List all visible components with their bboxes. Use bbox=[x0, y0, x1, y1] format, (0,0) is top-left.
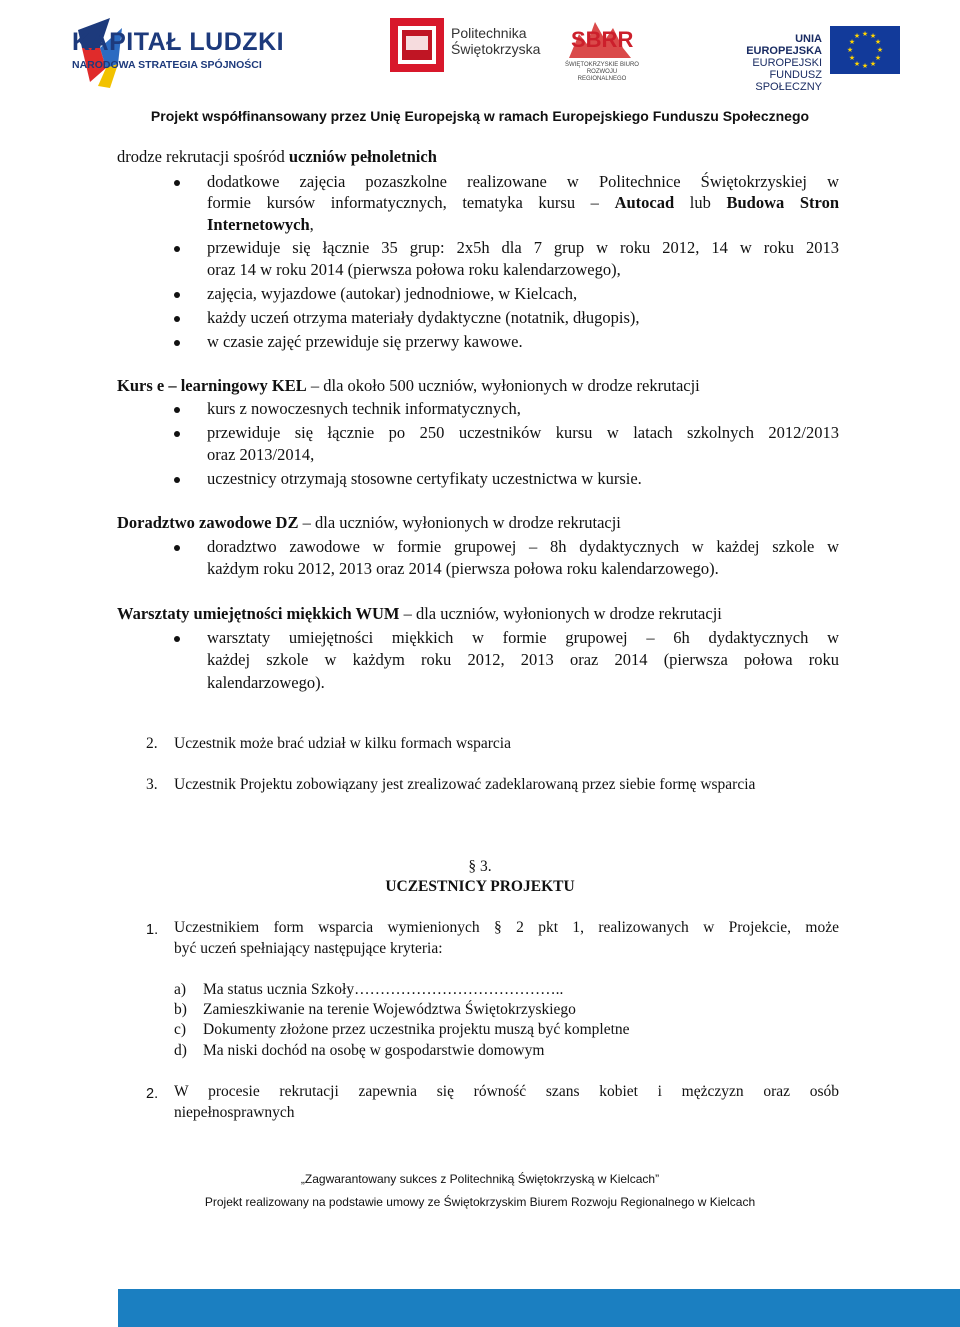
svg-text:★: ★ bbox=[861, 30, 869, 38]
criteria-b-text: Zamieszkiwanie na terenie Województwa Świętokrzyskiego bbox=[203, 1001, 576, 1018]
s1-b1-or: lub bbox=[674, 193, 727, 212]
s1-b1-line1: dodatkowe zajęcia pozaszkolne realizowane w Politechnice Świętokrzyskiej w bbox=[207, 172, 839, 191]
bullet-icon bbox=[174, 180, 180, 186]
politechnika-logo bbox=[390, 18, 444, 72]
kel-description: – dla około 500 uczniów, wyłonionych w drodze rekrutacji bbox=[306, 376, 700, 395]
politechnika-name-line2: Świętokrzyska bbox=[451, 41, 541, 57]
dz-heading bbox=[117, 513, 621, 533]
s3-item1-line1: Uczestnikiem form wsparcia wymienionych § 2 pkt 1, realizowanych w Projekcie, może bbox=[174, 919, 839, 936]
s3-item2-line1: W procesie rekrutacji zapewnia się równość szans kobiet i mężczyzn oraz osób bbox=[174, 1083, 839, 1100]
kapital-ludzki-subtitle: NARODOWA STRATEGIA SPÓJNOŚCI bbox=[72, 59, 262, 71]
svg-text:★: ★ bbox=[848, 38, 856, 46]
section3-paragraph: § 3. bbox=[468, 858, 492, 875]
dz-description: – dla uczniów, wyłonionych w drodze rekrutacji bbox=[298, 513, 621, 532]
s1-b1-line2 bbox=[207, 193, 839, 213]
s3-item1-number: 1. bbox=[146, 922, 159, 938]
politechnika-name bbox=[451, 25, 540, 57]
footer-slogan: „Zagwarantowany sukces z Politechniką Świętokrzyską w Kielcach” bbox=[300, 1172, 660, 1186]
item3-number: 3. bbox=[146, 776, 158, 793]
criteria-b-label: b) bbox=[174, 1001, 187, 1018]
criteria-a-label: a) bbox=[174, 981, 187, 998]
kel-b2-line1: przewiduje się łącznie po 250 uczestników kursu w latach szkolnych 2012/2013 bbox=[207, 423, 839, 442]
item2-text: Uczestnik może brać udział w kilku formach wsparcia bbox=[174, 735, 511, 752]
item2-number: 2. bbox=[146, 735, 158, 752]
eu-flag-icon bbox=[830, 26, 900, 74]
eu-line1: UNIA EUROPEJSKA bbox=[746, 33, 822, 57]
svg-text:★: ★ bbox=[869, 32, 877, 40]
bullet-icon bbox=[174, 407, 180, 413]
criteria-c-text: Dokumenty złożone przez uczestnika projektu muszą być kompletne bbox=[203, 1021, 630, 1038]
kel-b2-line2: oraz 2013/2014, bbox=[207, 445, 315, 464]
criteria-d-text: Ma niski dochód na osobę w gospodarstwie domowym bbox=[203, 1042, 545, 1059]
s1-b1-autocad: Autocad bbox=[614, 193, 675, 212]
bullet-icon bbox=[174, 545, 180, 551]
footer-bar bbox=[118, 1289, 960, 1327]
criteria-c-label: c) bbox=[174, 1021, 187, 1038]
s1-b1-text: formie kursów informatycznych, tematyka kursu – bbox=[207, 193, 615, 212]
kel-title: Kurs e – learningowy KEL bbox=[117, 376, 307, 395]
sbrr-subtitle: ŚWIĘTOKRZYSKIE BIURO ROZWOJU REGIONALNEGO bbox=[565, 62, 639, 82]
wum-b1-line1: warsztaty umiejętności miękkich w formie grupowej – 6h dydaktycznych w bbox=[207, 628, 839, 647]
section1-intro bbox=[117, 147, 437, 167]
s1-b2-line1: przewiduje się łącznie 35 grup: 2x5h dla 7 grup w roku 2012, 14 w roku 2013 bbox=[207, 238, 839, 257]
sbrr-label: SBRR bbox=[571, 27, 634, 52]
wum-b1-line2: każdej szkole w każdym roku 2012, 2013 oraz 2014 (pierwsza połowa roku bbox=[207, 650, 839, 669]
bullet-icon bbox=[174, 636, 180, 642]
s3-item1-line2: być uczeń spełniający następujące kryteria: bbox=[174, 940, 443, 957]
svg-text:★: ★ bbox=[848, 54, 856, 62]
politechnika-name-line1: Politechnika bbox=[451, 25, 527, 41]
eu-text bbox=[728, 33, 822, 93]
bullet-icon bbox=[174, 340, 180, 346]
svg-text:★: ★ bbox=[869, 60, 877, 68]
svg-text:★: ★ bbox=[853, 60, 861, 68]
section1-intro-bold: uczniów pełnoletnich bbox=[288, 147, 437, 166]
bullet-icon bbox=[174, 246, 180, 252]
s3-item2-line2: niepełnosprawnych bbox=[174, 1104, 295, 1121]
wum-description: – dla uczniów, wyłonionych w drodze rekrutacji bbox=[399, 604, 722, 623]
s1-b1-line3 bbox=[207, 215, 314, 235]
dz-title: Doradztwo zawodowe DZ bbox=[117, 513, 299, 532]
svg-text:★: ★ bbox=[874, 54, 882, 62]
cofinance-note: Projekt współfinansowany przez Unię Europejską w ramach Europejskiego Funduszu Społecznego bbox=[150, 108, 810, 124]
wum-b1-line3: kalendarzowego). bbox=[207, 673, 325, 692]
s1-b3: zajęcia, wyjazdowe (autokar) jednodniowe, w Kielcach, bbox=[207, 284, 578, 303]
s1-b1-internetowych: Internetowych bbox=[207, 215, 310, 234]
bullet-icon bbox=[174, 292, 180, 298]
s1-b4: każdy uczeń otrzyma materiały dydaktyczne (notatnik, długopis), bbox=[207, 308, 640, 327]
svg-text:★: ★ bbox=[846, 46, 854, 54]
section3-title: UCZESTNICY PROJEKTU bbox=[385, 878, 575, 895]
s1-b1-comma: , bbox=[309, 215, 314, 234]
bullet-icon bbox=[174, 431, 180, 437]
kapital-ludzki-title: KAPITAŁ LUDZKI bbox=[72, 28, 285, 56]
eu-line3: FUNDUSZ SPOŁECZNY bbox=[755, 69, 822, 93]
kel-b3: uczestnicy otrzymają stosowne certyfikaty uczestnictwa w kursie. bbox=[207, 469, 642, 488]
bullet-icon bbox=[174, 316, 180, 322]
bullet-icon bbox=[174, 477, 180, 483]
eu-line2: EUROPEJSKI bbox=[752, 57, 822, 69]
s1-b5: w czasie zajęć przewiduje się przerwy kawowe. bbox=[207, 332, 523, 351]
criteria-a-text: Ma status ucznia Szkoły………………………………….. bbox=[203, 981, 564, 998]
section1-intro-text: drodze rekrutacji spośród bbox=[117, 147, 289, 166]
dz-b1-line2: każdym roku 2012, 2013 oraz 2014 (pierwsza połowa roku kalendarzowego). bbox=[207, 559, 719, 578]
criteria-d-label: d) bbox=[174, 1042, 187, 1059]
svg-text:★: ★ bbox=[876, 46, 884, 54]
wum-heading bbox=[117, 604, 722, 624]
s3-item2-number: 2. bbox=[146, 1086, 159, 1102]
svg-text:★: ★ bbox=[874, 38, 882, 46]
wum-title: Warsztaty umiejętności miękkich WUM bbox=[117, 604, 400, 623]
svg-text:★: ★ bbox=[853, 32, 861, 40]
s1-b2-line2: oraz 14 w roku 2014 (pierwsza połowa roku kalendarzowego), bbox=[207, 260, 621, 279]
footer-note: Projekt realizowany na podstawie umowy ze Świętokrzyskim Biurem Rozwoju Regionalnego w Kielcach bbox=[204, 1195, 756, 1209]
svg-text:★: ★ bbox=[861, 62, 869, 70]
item3-text: Uczestnik Projektu zobowiązany jest zrealizować zadeklarowaną przez siebie formę wsparcia bbox=[174, 776, 756, 793]
dz-b1-line1: doradztwo zawodowe w formie grupowej – 8h dydaktycznych w każdej szkole w bbox=[207, 537, 839, 556]
s1-b1-budowa: Budowa Stron bbox=[726, 193, 839, 212]
kel-heading bbox=[117, 376, 700, 396]
kel-b1: kurs z nowoczesnych technik informatycznych, bbox=[207, 399, 521, 418]
